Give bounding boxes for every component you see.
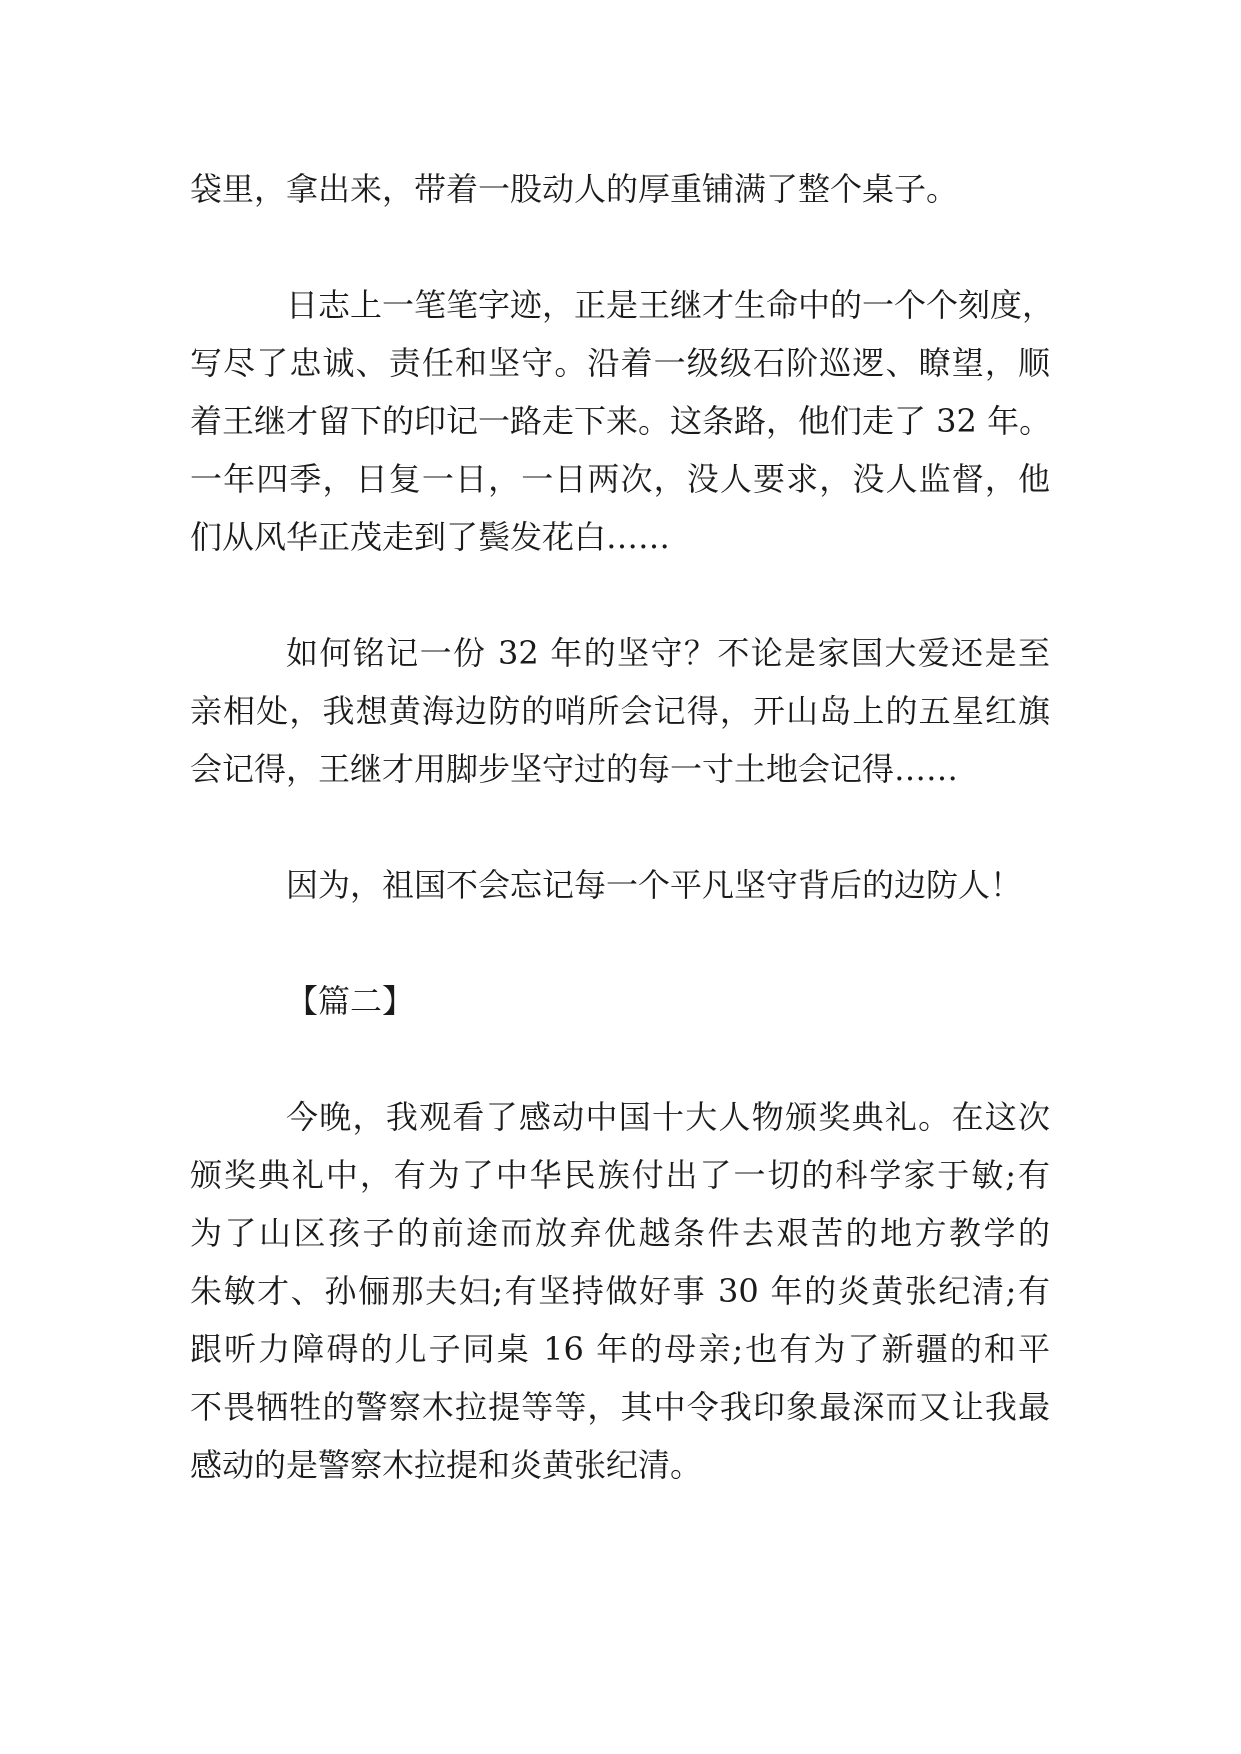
text-line: 日志上一笔笔字迹，正是王继才生命中的一个个刻度，: [286, 286, 1055, 324]
text-line: 颁奖典礼中，有为了中华民族付出了一切的科学家于敏;有: [190, 1156, 1050, 1194]
paragraph-3: [190, 624, 1050, 798]
text-line: 一年四季，日复一日，一日两次，没人要求，没人监督，他: [190, 460, 1050, 498]
text-line: 亲相处，我想黄海边防的哨所会记得，开山岛上的五星红旗: [190, 692, 1050, 730]
paragraph-spacer: [190, 566, 1050, 624]
text-line: 着王继才留下的印记一路走下来。这条路，他们走了 32 年。: [190, 402, 1052, 440]
text-line: 如何铭记一份 32 年的坚守？不论是家国大爱还是至: [286, 634, 1050, 672]
paragraph-spacer: [190, 1030, 1050, 1088]
text-line: 不畏牺牲的警察木拉提等等，其中令我印象最深而又让我最: [190, 1388, 1050, 1426]
paragraph-1: [190, 160, 1050, 218]
text-line: 感动的是警察木拉提和炎黄张纪清。: [190, 1446, 703, 1484]
paragraph-spacer: [190, 798, 1050, 856]
text-line: 跟听力障碍的儿子同桌 16 年的母亲;也有为了新疆的和平: [190, 1330, 1050, 1368]
text-line: 朱敏才、孙俪那夫妇;有坚持做好事 30 年的炎黄张纪清;有: [190, 1272, 1050, 1310]
paragraph-4: [190, 856, 1050, 914]
paragraph-5: [190, 1088, 1050, 1494]
text-line: 写尽了忠诚、责任和坚守。沿着一级级石阶巡逻、瞭望，顺: [190, 344, 1050, 382]
document-body: [190, 160, 1055, 1494]
text-line: 们从风华正茂走到了鬓发花白……: [190, 518, 671, 556]
paragraph-spacer: [190, 914, 1050, 972]
text-line: 今晚，我观看了感动中国十大人物颁奖典礼。在这次: [286, 1098, 1050, 1136]
section-heading: 【篇二】: [286, 982, 415, 1020]
paragraph-spacer: [190, 218, 1050, 276]
text-line: 袋里，拿出来，带着一股动人的厚重铺满了整个桌子。: [190, 170, 959, 208]
text-line: 为了山区孩子的前途而放弃优越条件去艰苦的地方教学的: [190, 1214, 1050, 1252]
text-line: 会记得，王继才用脚步坚守过的每一寸土地会记得……: [190, 750, 959, 788]
text-line: 因为，祖国不会忘记每一个平凡坚守背后的边防人！: [286, 866, 1023, 904]
paragraph-2: [190, 276, 1055, 566]
